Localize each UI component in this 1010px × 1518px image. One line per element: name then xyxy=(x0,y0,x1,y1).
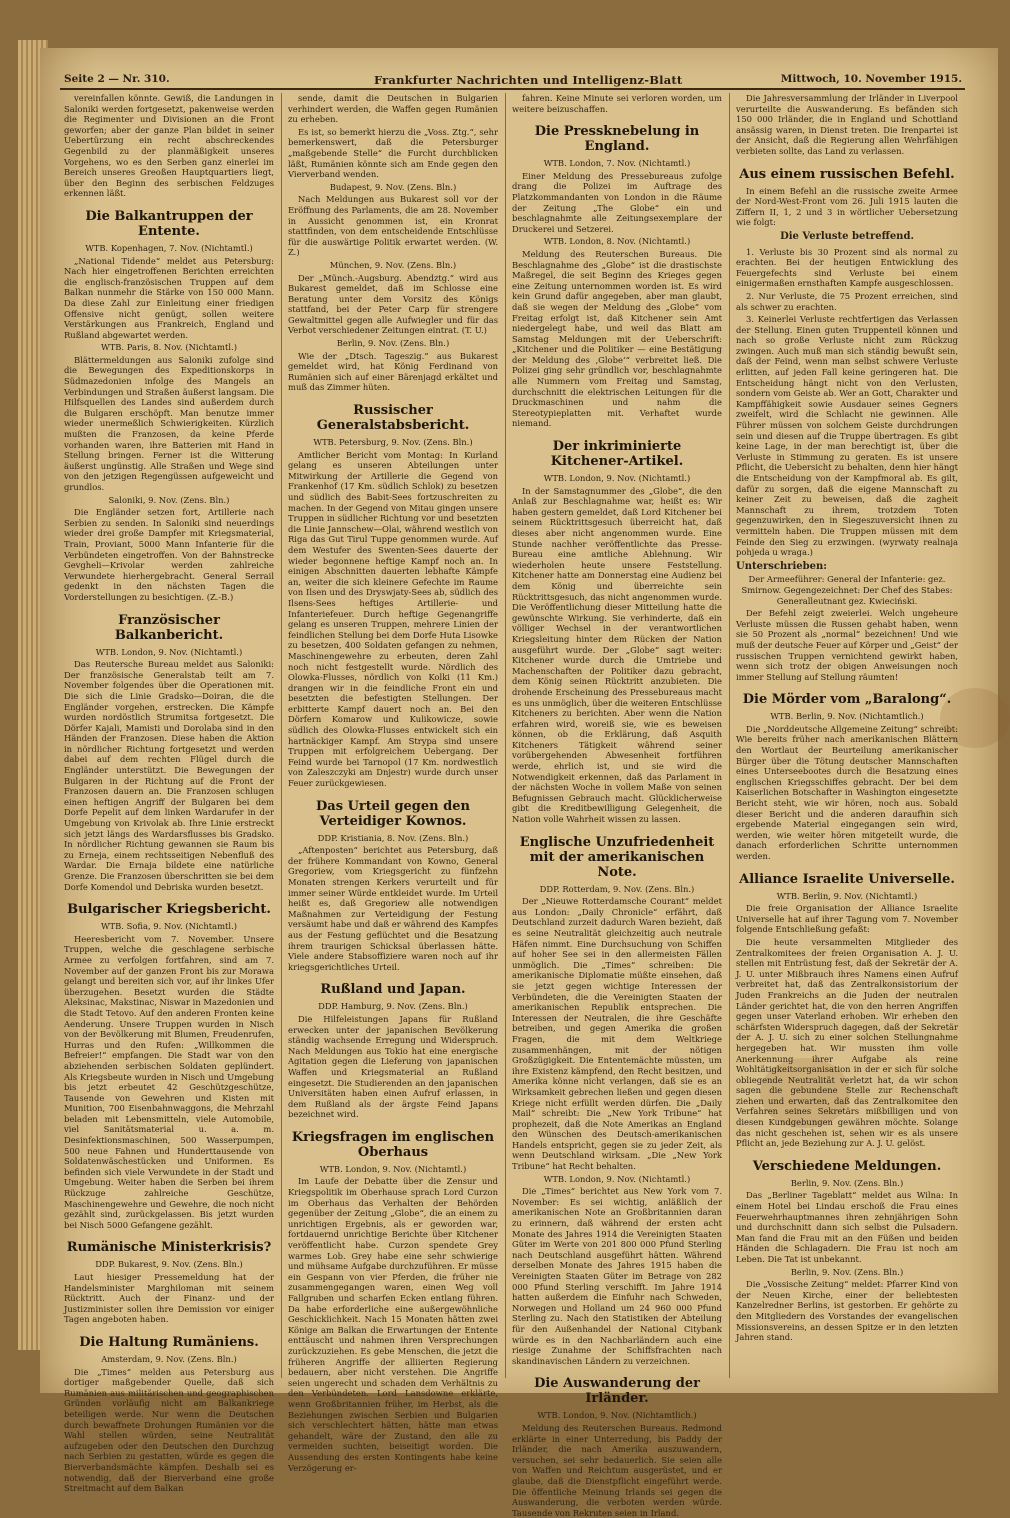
header-rule xyxy=(60,88,965,90)
article-headline: Die Haltung Rumäniens. xyxy=(79,1334,259,1350)
article-paragraph: Meldung des Reuterschen Bureaus. Die Beschlagnahme des „Globe“ ist die drastischste Maßregel, die seit Beginn des Krieges gegen eine Zeitung unternommen worden ist. Es wird kein Grund dafür angegeben, aber man glaubt, daß sie wegen der Meldung des „Globe“ vom Freitag erfolgt ist, daß Kitchener sein Amt niedergelegt habe, und weil das Blatt am Samstag Meldungen mit der Ueberschrift: „Kitchener und die Politiker — eine Bestätigung der Meldung des ‚Globe‘“ verbreitet ließ. Die Polizei ging sehr gründlich vor, beschlagnahmte alle Nummern vom Freitag und Samstag, durchschnitt die elektrischen Leitungen für die Druckmaschinen und nahm die Stereotypieplatten mit. Verhaftet wurde niemand. xyxy=(512,248,722,429)
article-dateline: WTB. Kopenhagen, 7. Nov. (Nichtamtl.) xyxy=(85,242,253,253)
issue-date: Mittwoch, 10. November 1915. xyxy=(780,73,962,85)
article-paragraph: Die freie Organisation der Alliance Israelite Universelle hat auf ihrer Tagung vom 7. November folgende Entschließung gefaßt: xyxy=(736,903,958,935)
article-dateline: WTB. London, 9. Nov. (Nichtamtl.) xyxy=(543,1173,691,1184)
article-headline: Die Mörder vom „Baralong“. xyxy=(742,692,952,708)
article-dateline: München, 9. Nov. (Zens. Bln.) xyxy=(329,259,457,270)
article-paragraph: Die heute versammelten Mitglieder des Zentralkomitees der freien Organisation A. J. U. stellen mit Entrüstung fest, daß der Sekretär der A. J. U. unter Mißbrauch ihres Namens einen Aufruf verbreitet hat, daß das Zentralkonsistorium der Juden Frankreichs an die Juden der neutralen Länder gerichtet hat, die von den herren Angriffen gegen unser Vaterland erhoben. Wir erheben den schärfsten Widerspruch dagegen, daß der Sekretär der A. J. U. sich zu einer solchen Stellungnahme hergegeben hat. Wir mussten ihm volle Anerkennung ihrer Aufgabe als reine Wohltätigkeitsorganisation in der er sich für solche obliegende Neutralität verletzt hat, da wir schon sagen die gebundene Stelle zur Rechenschaft ziehen und erwarten, daß das Zentralkomitee den Verfahren seines Sekretärs mißbilligen und von diesen Kundgebungen gewähren möchte. Solange das nicht geschehen ist, sehen wir es als unsere Pflicht an, jede Beziehung zur A. J. U. gelöst. xyxy=(736,936,958,1149)
article-paragraph: Der „Nieuwe Rotterdamsche Courant“ meldet aus London: „Daily Chronicle“ erfährt, daß Deutschland zurzeit dadurch Waren bezieht, daß es seine Neutralität gleichzeitig auch neutrale Häfen nimmt. Eine Durchsuchung von Schiffen auf hoher See sei in den allermeisten Fällen unmöglich. Die „Times“ schreiben: Die amerikanische Diplomatie müßte einsehen, daß sie jetzt gegen wichtige Interessen der Verbündeten, die die Vereinigten Staaten der amerikanischen Republik entsprechen. Die Interessen der Neutralen, die ihre Geschäfte betreiben, und gegen Amerika die großen Fragen, die mit dem Weltkriege zusammenhängen, mit der nötigen Großzügigkeit. Die Ententemächte müssten, um ihre Existenz kämpfend, den Recht besitzen, und Amerika könne nicht verlangen, daß sie es an Wirksamkeit gebrechen ließen und gegen diesen Kriege nicht erfüllt werden dürfen. Die „Daily Mail“ schreibt: Die „New York Tribune“ hat prophezeit, daß die Note Amerikas an England den Wünschen des Deutsch-amerikanischen Handels entspricht, gegen sie zu jeder Zeit, als wenn Deutschland wirksam. „Die „New York Tribune“ hat Recht behalten. xyxy=(512,896,722,1172)
article-dateline: WTB. Petersburg, 9. Nov. (Zens. Bln.) xyxy=(313,437,473,448)
article-paragraph: fahren. Keine Minute sei verloren worden, um weitere beizuschaffen. xyxy=(512,93,722,114)
article-paragraph: Die Jahresversammlung der Irländer in Liverpool verurteilte die Auswanderung. Es befänden sich 150 000 Irländer, die in England und Schottland ansässig waren, in Dienst treten. Die Irenpartei ist der Ansicht, daß die Regierung allen Wehrfähigen verbieten sollte, das Land zu verlassen. xyxy=(736,93,958,156)
article-headline: Bulgarischer Kriegsbericht. xyxy=(67,902,271,918)
article-paragraph: In der Samstagnummer des „Globe“, die den Anlaß zur Beschlagnahme war, heißt es: Wir haben gestern gemeldet, daß Lord Kitchener bei seinem Rücktrittsgesuch überreicht hat, daß dieses aber nicht angenommen wurde. Eine Stunde nachher veröffentlichte das Presse-Bureau eine amtliche Ablehnung. Wir wiederholen heute unsere Feststellung. Kitchener hatte am Donnerstag eine Audienz bei dem König und überreichte sein Rücktrittsgesuch, das nicht angenommen wurde. Die Veröffentlichung dieser Mitteilung hatte die gewünschte Wirkung. Sie verhinderte, daß ein völliger Wechsel in der verantwortlichen Kriegsleitung hinter dem Rücken der Nation ausgeführt wurde. Der „Globe“ sagt weiter: Kitchener wurde durch die Umtriebe und Machenschaften der Politiker dazu gebracht, dem König seinen Rücktritt anzubieten. Die drohende Erscheinung des Pressebureaus macht es uns unmöglich, über die weiteren Entschlüsse Kitcheners zu berichten. Aber wenn die Nation erfahren wird, woreiß sie, wie es beweisen können, ob die Erklärung, daß Asquith Kitcheners Tätigkeit während seiner vorübergehenden Abwesenheit fortführen werde, ehrlich ist, und sie wird die Notwendigkeit erkennen, daß das Parlament in der nächsten Woche in vollem Maße von seinen Befugnissen Gebrauch macht. Glücklicherweise gibt die Kreditbewilligung Gelegenheit, die Nation volle Wahrheit wissen zu lassen. xyxy=(512,485,722,825)
article-paragraph: 1. Verluste bis 30 Prozent sind als normal zu erachten. Bei der heutigen Entwicklung des Feuergefechts sind Verluste bei einem einigermaßen ernsthaften Kampfe ausgeschlossen. xyxy=(736,246,958,289)
article-paragraph: Blättermeldungen aus Saloniki zufolge sind die Bewegungen des Expeditionskorps in Südmazedonien infolge des Mangels an Verbindungen und Straßen äußerst langsam. Die Hilfsquellen des Landes sind außerdem durch die Bulgaren erschöpft. Man benutze immer wieder unermeßlich Schwierigkeiten. Kürzlich mußten die Franzosen, da keine Pferde vorhanden waren, ihre Batterien mit Hand in Stellung bringen. Ferner ist die Witterung äußerst ungünstig. Alle Straßen und Wege sind von den jetzigen Regengüssen aufgeweicht und grundlos. xyxy=(64,354,274,492)
column-4 xyxy=(736,93,958,1383)
article-headline: Aus einem russischen Befehl. xyxy=(739,166,955,182)
column-3 xyxy=(512,93,722,1518)
article-dateline: WTB. London, 9. Nov. (Nichtamtl.) xyxy=(95,646,243,657)
article-paragraph: Die „Norddeutsche Allgemeine Zeitung“ schreibt: Wie bereits früher nach amerikanischen Blättern den Wortlaut der Beurteilung amerikanischer Bürger über die Tötung deutscher Mannschaften eines Unterseebootes durch die Besatzung eines englischen Kriegsschiffes gebracht. Der bei dem Kaiserlichen Botschafter in Washington eingesetzte Bericht steht, wie wir hören, noch aus. Sobald dieser Bericht und die anderen daraufhin sich ergebende Material eingegangen sein wird, werden, wie weiter hören mitgeteilt wurde, die danach erforderlichen Schritte unternommen werden. xyxy=(736,723,958,861)
article-headline: Kriegsfragen im englischen Oberhaus xyxy=(291,1129,495,1160)
article-dateline: Amsterdam, 9. Nov. (Zens. Bln.) xyxy=(101,1353,237,1364)
article-dateline: WTB. London, 9. Nov. (Nichtamtlich.) xyxy=(537,1410,697,1421)
article-dateline: WTB. Paris, 8. Nov. (Nichtamtl.) xyxy=(101,342,237,353)
article-headline: Französischer Balkanbericht. xyxy=(114,612,224,643)
article-paragraph: Die „Times“ berichtet aus New York vom 7. November: Es sei wichtig, anläßlich der amerikanischen Note an Großbritannien daran zu erinnern, daß während der ersten acht Monate des Jahres 1914 die Vereinigten Staaten Güter im Werte von 201 800 000 Pfund Sterling nach Deutschland ausgeführt hätten. Während derselben Monate des Jahres 1915 haben die Vereinigten Staaten Güter im Betrage von 282 000 Pfund Sterling verschifft. Im Jahre 1914 hatten außerdem die Einfuhr nach Schweden, Norwegen und Holland um 24 960 000 Pfund Sterling zu. Nach den Statistiken der Abteilung für den Außenhandel der National Citybank würde es in den Nachbarländern auch eine riesige Zunahme der Schiffsfrachten nach skandinavischen Ländern zu verzeichnen. xyxy=(512,1186,722,1366)
article-dateline: WTB. London, 7. Nov. (Nichtamtl.) xyxy=(543,158,691,169)
article-dateline: DDP. Rotterdam, 9. Nov. (Zens. Bln.) xyxy=(539,883,695,894)
article-paragraph: sende, damit die Deutschen in Bulgarien verhindert werden, die Waffen gegen Rumänien zu erheben. xyxy=(288,93,498,125)
article-paragraph: 3. Keinerlei Verluste rechtfertigen das Verlassen der Stellung. Einen guten Truppenteil können und nach so große Verluste nicht zum Rückzug zwingen. Auch muß man sich ständig bewußt sein, daß der Feind, wenn man selbst schwere Verluste erlitten, auf jeden Fall keine geringeren hat. Die Entscheidung hängt nicht von den Verlusten, sondern vom Geiste ab. Wer an Gott, Charakter und Kampffähigkeit sowie Ausdauer seines Gegners zweifelt, wird die Schlacht nie gewinnen. Alle Führer müssen von solchem Geiste durchdrungen sein und diesen auf die Truppe übertragen. Es gibt keine Lage, in der man berechtigt ist, über die Verluste in Stimmung zu geraten. Es ist unsere Pflicht, die Uebersicht zu behalten, denn hier hängt die Entscheidung von der Kampfmoral ab. Es gilt, dafür zu sorgen, daß die eigene Mannschaft zu keiner Zeit zu beweisen, daß die zagheit Mannschaft zu ihrem, trotzdem Toten gegenzuwirken, den in Siegeszuversicht ihnen zu vermitteln haben. Die Truppen müssen mit dem Feinde den Sieg zu erzwingen. (wyrwaty realnaja pohjeda u wraga.) xyxy=(736,314,958,558)
article-paragraph: Im Laufe der Debatte über die Zensur und Kriegspolitik im Oberhause sprach Lord Curzon im Oberhaus das Verhalten der Behörden gegenüber der Zeitung „Globe“, die an einem zu unrichtigen Ergebnis, als er geworden war, fortdauernd unrichtige Berichte über Kitchener veröffentlicht habe. Curzon spendete Grey warmes Lob. Grey habe eine sehr schwierige und mühsame Aufgabe durchzuführen. Er müsse ein Gespann von vier Pferden, die früher nie zusammengegangen waren, einen Weg voll Fallgruben und scharfen Ecken entlang führen. Da habe erforderliche eine außergewöhnliche Geschicklichkeit. Nach 15 Monaten hätten zwei Könige am Balkan die Erwartungen der Entente enttäuscht und nahmen ihren Versprechungen zurückzuziehen. Es gebe Menschen, die jetzt die früheren Angriffe der alliierten Regierung bedauern, aber nicht verstehen. Die Angriffe seien ungerecht und schaden dem Verhältnis zu den Verbündeten. Lord Lansdowne erklärte, wenn Großbritannien früher, im Herbst, als die Beziehungen zwischen Serbien und Bulgarien sich verschlechtert hätten, hätte man etwas gehandelt, wäre der Zustand, den alle zu vermeiden suchten, beiseitigt worden. Die Aussendung des ersten Kontingents habe keine Verzögerung er- xyxy=(288,1176,498,1473)
article-dateline: DDP. Hamburg, 9. Nov. (Zens. Bln.) xyxy=(318,1001,468,1012)
article-dateline: DDP. Kristiania, 8. Nov. (Zens. Bln.) xyxy=(317,832,469,843)
article-headline: Verschiedene Meldungen. xyxy=(752,1158,942,1174)
article-paragraph: „Aftenposten“ berichtet aus Petersburg, daß der frühere Kommandant von Kowno, General Gregoriew, vom Kriegsgericht zu fünfzehn Monaten strengen Kerkers verurteilt und für immer seiner Würde entkleidet wurde. Im Urteil heißt es, daß Gregoriew alle notwendigen Maßnahmen zur Verteidigung der Festung versäumt habe und daß er während des Kampfes aus der Festung geflüchtet und die Besatzung ihrem traurigen Schicksal überlassen hätte. Viele andere Stabsoffiziere waren noch auf ihr kriegsgerichtliches Urteil. xyxy=(288,845,498,972)
page-number: Seite 2 — Nr. 310. xyxy=(64,73,170,85)
article-paragraph: Die Engländer setzen fort, Artillerie nach Serbien zu senden. In Saloniki sind neuerdings wieder drei große Dampfer mit Kriegsmaterial, Train, Proviant, 5000 Mann Infanterie für die Verbündeten eingetroffen. Von der Bahnstrecke Gevgheli—Krivolar werden zahlreiche Verwundete hierhergebracht. General Serrail gedenkt in den nächsten Tagen die Vorderstellungen zu besichtigen. (Z.-B.) xyxy=(64,507,274,602)
article-dateline: WTB. London, 9. Nov. (Nichtamtl.) xyxy=(543,473,691,484)
article-dateline: Berlin, 9. Nov. (Zens. Bln.) xyxy=(790,1266,904,1277)
article-paragraph: Einer Meldung des Pressebureaus zufolge drang die Polizei im Auftrage des Platzkommandanten von London in die Räume der Zeitung „The Globe“ ein und beschlagnahmte alle Zeitungsexemplare der Druckerei und Setzerei. xyxy=(512,170,722,234)
article-headline: Die Pressknebelung in England. xyxy=(534,124,700,155)
article-paragraph: Es ist, so bemerkt hierzu die „Voss. Ztg.“, sehr bemerkenswert, daß die Petersburger „maßgebende Stelle“ die Furcht durchblicken läßt, Rumänien könnte sich am Ende gegen den Vierverband wenden. xyxy=(288,126,498,180)
article-headline: Russischer Generalstabsbericht. xyxy=(316,403,470,434)
column-1 xyxy=(64,93,274,1494)
article-paragraph: vereinfallen könnte. Gewiß, die Landungen in Saloniki werden fortgesetzt, pakenweise werden die Regimenter und Divisionen an die Front geworfen; aber der ganze Plan bildet in seiner Uebertürzung ein recht abschreckendes Gegenbild zu der planmäßigkeit unseres Vorgehens, wo es den Serben ganz einerlei im Bereich unseres Greoßen Hauptquartiers liegt, über den Beginn des serbischen Feldzuges erkennen läßt. xyxy=(64,93,274,199)
article-paragraph: Meldung des Reuterschen Bureaus. Redmond erklärte in einer Unterredung, bis Paddy der Irländer, die nach Amerika auszuwandern, versuchen, sei sehr bedauerlich. Sie seien alle von Waffen und Reichtum ausgerüstet, und er glaube, daß die Dienstpflicht eingeführt werde. Die öffentliche Meinung Irlands sei gegen die Auswanderung, die verboten werden würde. Tausende von Rekruten seien in Irland. xyxy=(512,1422,722,1518)
article-dateline: Berlin, 9. Nov. (Zens. Bln.) xyxy=(790,1177,904,1188)
article-headline: Die Auswanderung der Irländer. xyxy=(534,1376,700,1407)
article-paragraph: Der Befehl zeigt zweierlei. Welch ungeheure Verluste müssen die Russen gehabt haben, wenn sie 50 Prozent als „normal“ bezeichnen! Und wie muß der deutsche Feuer auf Körper und „Geist“ der russischen Truppen vernichtend gewirkt haben, wenn sich trotz der obigen Anweisungen noch immer Stellung auf Stellung räumten! xyxy=(736,608,958,682)
article-headline: Alliance Israelite Universelle. xyxy=(739,871,955,887)
article-headline: Die Balkantruppen der Entente. xyxy=(85,208,253,239)
article-dateline: DDP. Bukarest, 9. Nov. (Zens. Bln.) xyxy=(95,1259,243,1270)
article-dateline: Saloniki, 9. Nov. (Zens. Bln.) xyxy=(108,494,230,505)
article-paragraph: Laut hiesiger Pressemeldung hat der Handelsminister Marghiloman mit seinem Rücktritt. Auch der Finanz- und der Justizminister sollen ihre Demission vor einiger Tagen angeboten haben. xyxy=(64,1272,274,1325)
article-dateline: WTB. Berlin, 9. Nov. (Nichtamtl.) xyxy=(776,890,918,901)
article-paragraph: 2. Nur Verluste, die 75 Prozent erreichen, sind als schwer zu erachten. xyxy=(736,290,958,312)
article-headline: Der inkriminierte Kitchener-Artikel. xyxy=(550,439,684,470)
article-paragraph: Heeresbericht vom 7. November. Unsere Truppen, welche die geschlagene serbische Armee zu verfolgen fortfahren, sind am 7. November auf der ganzen Front bis zur Morawa gelangt und bereiten sich vor, auf ihr linkes Ufer überzugehen. Besetzt wurden die Städte Aleksinac, Makstinac, Niswar in Mazedonien und die Stadt Tetovo. Auf den anderen Fronten keine Aenderung. Unsere Truppen wurden in Nisch von der Bevölkerung mit Blumen, Freudenrufen, Hurras und den Rufen: „Willkommen die Befreier!“ empfangen. Die Stadt war von den abziehenden serbischen Soldaten geplündert. Als Kriegsbeute wurden in Nisch und Umgebung bis jetzt erbeutet 42 Geschützgeschütze, Tausende von Gewehren und Kisten mit Munition, 700 Eisenbahnwaggons, die Mehrzahl beladen mit Lebensmitteln, viele Automobile, viel Sanitätsmaterial u. a. m. Desinfektionsmaschinen, 500 Wasserpumpen, 500 neue Fahnen und Hunderttausende von Soldatenwäschestücken und Uniformen. Es befinden sich viele Verwundete in der Stadt und Umgebung. Weiter haben die Serben bei ihrem Rückzuge zahlreiche Geschütze, Maschinengewehre und Gewehre, die noch nicht gezählt sind, zurückgelassen. Bis jetzt wurden bei Nisch 5000 Gefangene gezählt. xyxy=(64,933,274,1230)
section-subheading: Unterschrieben: xyxy=(736,560,827,572)
article-dateline: WTB. Berlin, 9. Nov. (Nichtamtlich.) xyxy=(770,711,924,722)
article-paragraph: Das „Berliner Tageblatt“ meldet aus Wilna: In einem Hotel bei Lindau erschoß die Frau eines Feuerwehrhauptmannes ihren zehnjährigen Sohn und durchschnitt dann sich selbst die Pulsadern. Man fand die Frau mit an den Füßen und beiden Händen die Schlagadern. Die Frau ist noch am Leben. Die Tat ist unbekannt. xyxy=(736,1190,958,1264)
article-paragraph: In einem Befehl an die russische zweite Armee der Nord-West-Front vom 26. Juli 1915 lauten die Ziffern II, 1, 2 und 3 in wörtlicher Uebersetzung wie folgt: xyxy=(736,185,958,228)
article-headline: Englische Unzufriedenheit mit der amerikanischen Note. xyxy=(519,834,715,880)
article-dateline: Berlin, 9. Nov. (Zens. Bln.) xyxy=(336,338,450,349)
article-paragraph: Die „Vossische Zeitung“ meldet: Pfarrer Kind von der Neuen Kirche, einer der beliebtesten Kanzelredner Berlins, ist gestorben. Er gehörte zu den Mitgliedern des Vorstandes der evangelischen Missionsvereins, an dessen Spitze er in den letzten Jahren stand. xyxy=(736,1279,958,1343)
article-paragraph: Der „Münch.-Augsburg. Abendztg.“ wird aus Bukarest gemeldet, daß im Schlosse eine Beratung unter dem Vorsitz des Königs stattfand, bei der Peter Carp für strengere Gewaltmittel gegen alle Aufwiegler und für das Verbot verschiedener Zeitungen eintrat. (T. U.) xyxy=(288,272,498,336)
page-header xyxy=(64,73,962,89)
article-headline: Das Urteil gegen den Verteidiger Kownos. xyxy=(316,798,470,829)
article-dateline: WTB. London, 9. Nov. (Nichtamtl.) xyxy=(319,1163,467,1174)
article-dateline: WTB. Sofia, 9. Nov. (Nichtamtl.) xyxy=(100,921,238,932)
article-paragraph: Die „Times“ melden aus Petersburg aus dortiger maßgebender Quelle, daß sich Rumänien aus militärischen und geographischen Gründen vorläufig nicht am Balkankriege beteiligen werde. Nur wenn die Deutschen durch bewaffnete Drohungen Rumänien vor die Wahl stellen würden, seine Neutralität aufzugeben oder den Deutschen den Durchzug nach Serbien zu gestatten, würde es gegen die Bierverbandsmächte kämpfen. Deshalb sei es notwendig, daß der Bierverband eine große Streitmacht auf dem Balkan xyxy=(64,1366,274,1494)
article-paragraph: Nach Meldungen aus Bukarest soll vor der Eröffnung des Parlaments, die am 28. November in Aussicht genommen ist, ein Kronrat stattfinden, von dem entscheidende Entschlüsse für die auswärtige Politik erwartet werden. (W. Z.) xyxy=(288,194,498,258)
article-paragraph: Die Hilfeleistungen Japans für Rußland erwecken unter der japanischen Bevölkerung ständig wachsende Erregung und Widerspruch. Nach Meldungen aus Tokio hat eine energische Agitation gegen die Lieferung von japanischen Waffen und Kriegsmaterial an Rußland eingesetzt. Die Studierenden an den japanischen Universitäten haben einen Aufruf erlassen, in dem Rußland als der ärgste Feind Japans bezeichnet wird. xyxy=(288,1013,498,1120)
article-headline: Rumänische Ministerkrisis? xyxy=(66,1240,272,1256)
column-divider xyxy=(729,93,730,1378)
column-divider xyxy=(505,93,506,1378)
column-2 xyxy=(288,93,498,1473)
article-headline: Rußland und Japan. xyxy=(320,982,466,998)
article-paragraph: Das Reutersche Bureau meldet aus Saloniki: Der französische Generalstab teilt am 7. November folgendes über die Operationen mit. Die sich die Linie Gradsko—Doiran, die die Engländer vorgehen, erstrecken. Die Kämpfe wurden nordöstlich Strumitsa fortgesetzt. Die Dörfer Kajali, Mamisti und Dorolaba sind in den Händen der Franzosen. Diese haben die Aktion in nördlicher Richtung fortgesetzt und werden dabei auf dem rechten Flügel durch die Engländer unterstützt. Die Bewegungen der Bulgaren in der Richtung auf die Front der Franzosen dauern an. Die Franzosen schlugen einen heftigen Angriff der Bulgaren bei dem Dorfe Pepelit auf dem linken Wardarufer in der Umgebung von Krivolak ab. Ihre Linie erstreckt sich jetzt längs des Wardarsflusses bis Gradsko. In nördlicher Richtung gewannen sie Raum bis zu Erneja, einem rechtsseitigen Nebenfluß des Wardar. Die Ernaja bildete eine natürliche Grenze. Die Franzosen überschritten sie bei dem Dorfe Komendol und Debriska wurden besetzt. xyxy=(64,659,274,892)
article-paragraph: Amtlicher Bericht vom Montag: In Kurland gelang es unseren Abteilungen unter Mitwirkung der Artillerie die Gegend von Frankenhof (17 Km. südlich Schlok) zu besetzen und südlich des Babit-Sees fortzuschreiten zu machen. In der Gegend von Mitau gingen unsere Truppen in südlicher Richtung vor und besetzten die Linie Jannschew—Olai, während westlich von Riga das Gut Tirul Tuppe genommen wurde. Auf dem Westufer des Swenten-Sees dauerte der wieder begonnene heftige Kampf noch an. In einigen Abschnitten dauerten lebhafte Kämpfe an, weiter die sich kleinere Gefechte im Raume von Ilsen und des Dryswjaty-Sees ab, südlich des Ilsens-Sees heftiges Artillerie- und Infanteriefeuer. Durch heftige Gegenangriffe gelang es unseren Truppen, mehrere Linien der feindlichen Stellung bei dem Dorfe Huta Lisowke zu besetzen, 400 Soldaten gefangen zu nehmen, Maschinengewehre zu erbeuten, deren Zahl noch nicht festgestellt wurde. Nördlich des Olowka-Flusses, nördlich von Kolki (11 Km.) drangen wir in die feindliche Front ein und besetzten die befestigten Stellungen. Der erbitterte Kampf dauert noch an. Bei den Dörfern Komarow und Kulikowicze, sowie südlich des Olowka-Flusses entwickelt sich ein hartnäckiger Kampf. Am Strypa sind unsere Truppen mit erfolgreichem Uebergang. Der Feind wurde bei Tarnopol (17 Km. nordwestlich von Zaleszczyki am Dnjestr) wurde durch unser Feuer zurückgewiesen. xyxy=(288,449,498,789)
article-dateline: WTB. London, 8. Nov. (Nichtamtl.) xyxy=(543,236,691,247)
article-paragraph: Wie der „Dtsch. Tageszig.“ aus Bukarest gemeldet wird, hat König Ferdinand von Rumänien sich auf einer Bärenjagd erkältet und muß das Zimmer hüten. xyxy=(288,350,498,393)
column-divider xyxy=(281,93,282,1378)
section-subheading: Die Verluste betreffend. xyxy=(780,230,914,242)
article-dateline: Budapest, 9. Nov. (Zens. Bln.) xyxy=(329,181,457,192)
article-paragraph: „National Tidende“ meldet aus Petersburg: Nach hier eingetroffenen Berichten erreichten die englisch-französischen Truppen auf dem Balkan nunmehr die Stärke von 150 000 Mann. Da diese Zahl zur Einleitung einer friedigen Offensive nicht genügt, sollen weitere Verstärkungen aus Frankreich, England und Rußland abgewartet werden. xyxy=(64,255,274,340)
masthead-title: Frankfurter Nachrichten und Intelligenz-Blatt xyxy=(374,73,683,87)
signature-block: Der Armeeführer: General der Infanterie: gez. Smirnow. Gegengezeichnet: Der Chef des Stabes: Generalleutnant gez. Kwieciński. xyxy=(741,574,953,606)
